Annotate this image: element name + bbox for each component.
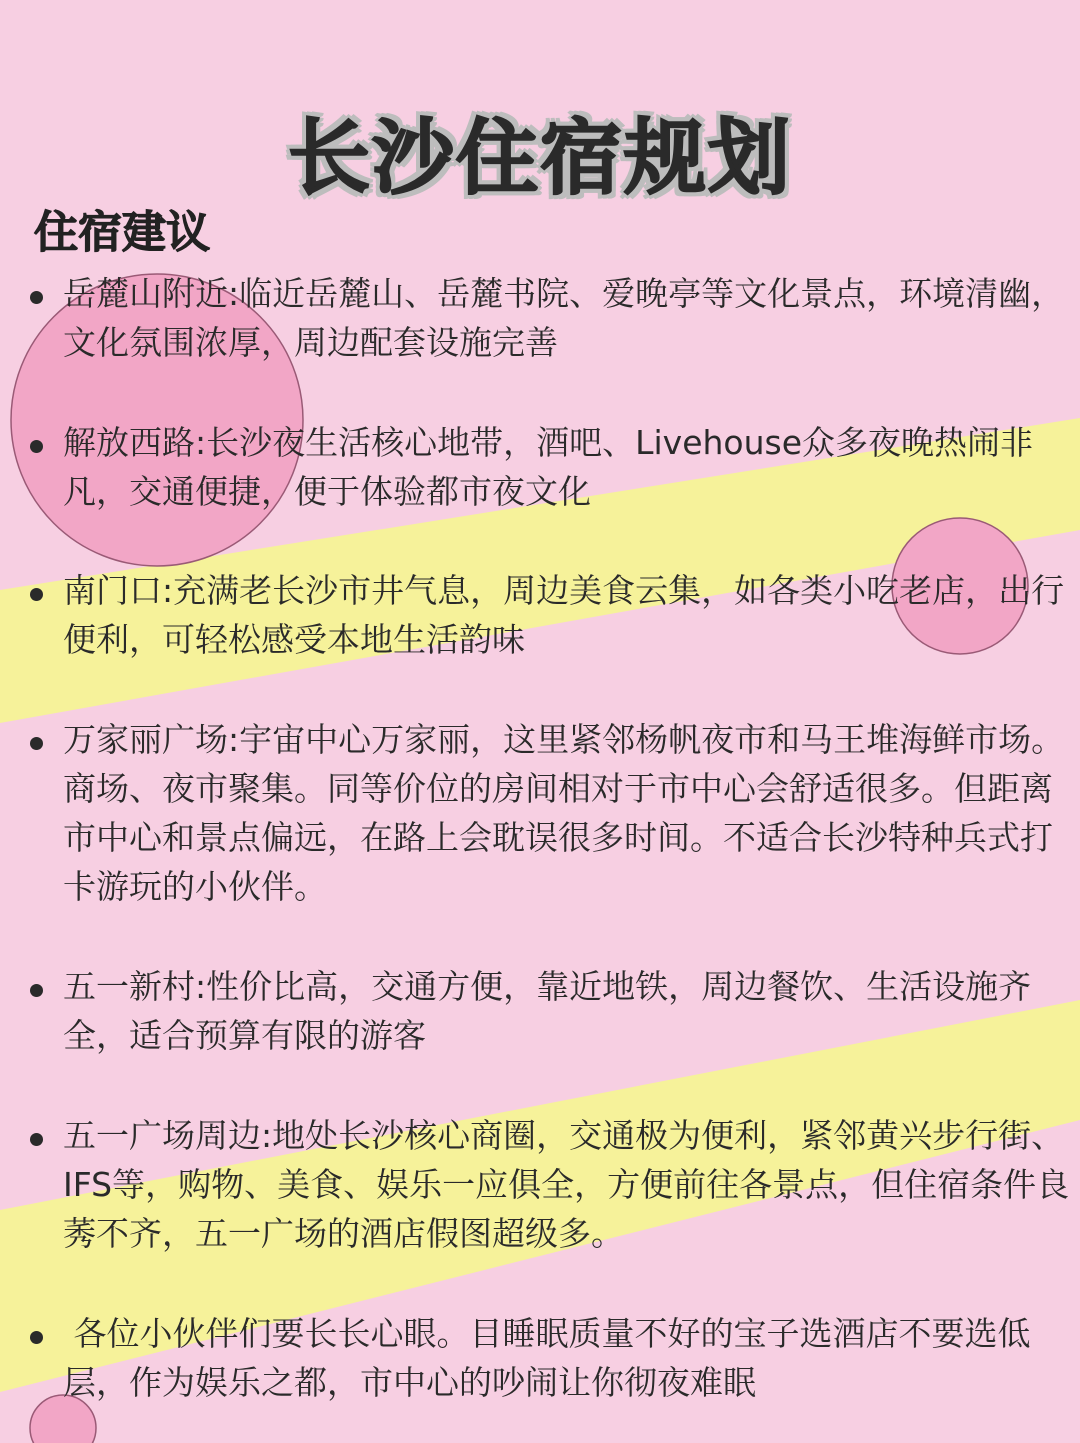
list-item-text: 五一新村:性价比高，交通方便，靠近地铁，周边餐饮、生活设施齐全，适合预算有限的游客	[63, 967, 1032, 1055]
bullet-icon	[30, 440, 43, 453]
list-item-text: 南门口:充满老长沙市井气息，周边美食云集，如各类小吃老店，出行便利，可轻松感受本地生活韵味	[63, 571, 1065, 659]
list-item-text: 各位小伙伴们要长长心眼。目睡眠质量不好的宝子选酒店不要选低层，作为娱乐之都，市中心的吵闹让你彻夜难眠	[63, 1314, 1031, 1402]
list-item-text: 解放西路:长沙夜生活核心地带，酒吧、Livehouse众多夜晚热闹非凡，交通便捷，便于体验都市夜文化	[63, 423, 1034, 511]
list-item-text: 岳麓山附近:临近岳麓山、岳麓书院、爱晚亭等文化景点，环境清幽，文化氛围浓厚，周边配套设施完善	[63, 274, 1065, 362]
bullet-icon	[30, 1133, 43, 1146]
section-heading: 住宿建议	[34, 207, 210, 258]
list-item-text: 五一广场周边:地处长沙核心商圈，交通极为便利，紧邻黄兴步行街、IFS等，购物、美食、娱乐一应俱全，方便前往各景点，但住宿条件良莠不齐，五一广场的酒店假图超级多。	[63, 1116, 1070, 1253]
page-title: 长沙住宿规划	[287, 110, 792, 206]
bullet-icon	[30, 984, 43, 997]
list-item-text: 万家丽广场:宇宙中心万家丽，这里紧邻杨帆夜市和马王堆海鲜市场。商场、夜市聚集。同等价位的房间相对于市中心会舒适很多。但距离市中心和景点偏远，在路上会耽误很多时间。不适合长沙特种兵式打卡游玩的小伙伴。	[63, 720, 1065, 906]
bullet-icon	[30, 588, 43, 601]
bullet-icon	[30, 1331, 43, 1344]
bullet-icon	[30, 737, 43, 750]
bullet-icon	[30, 291, 43, 304]
